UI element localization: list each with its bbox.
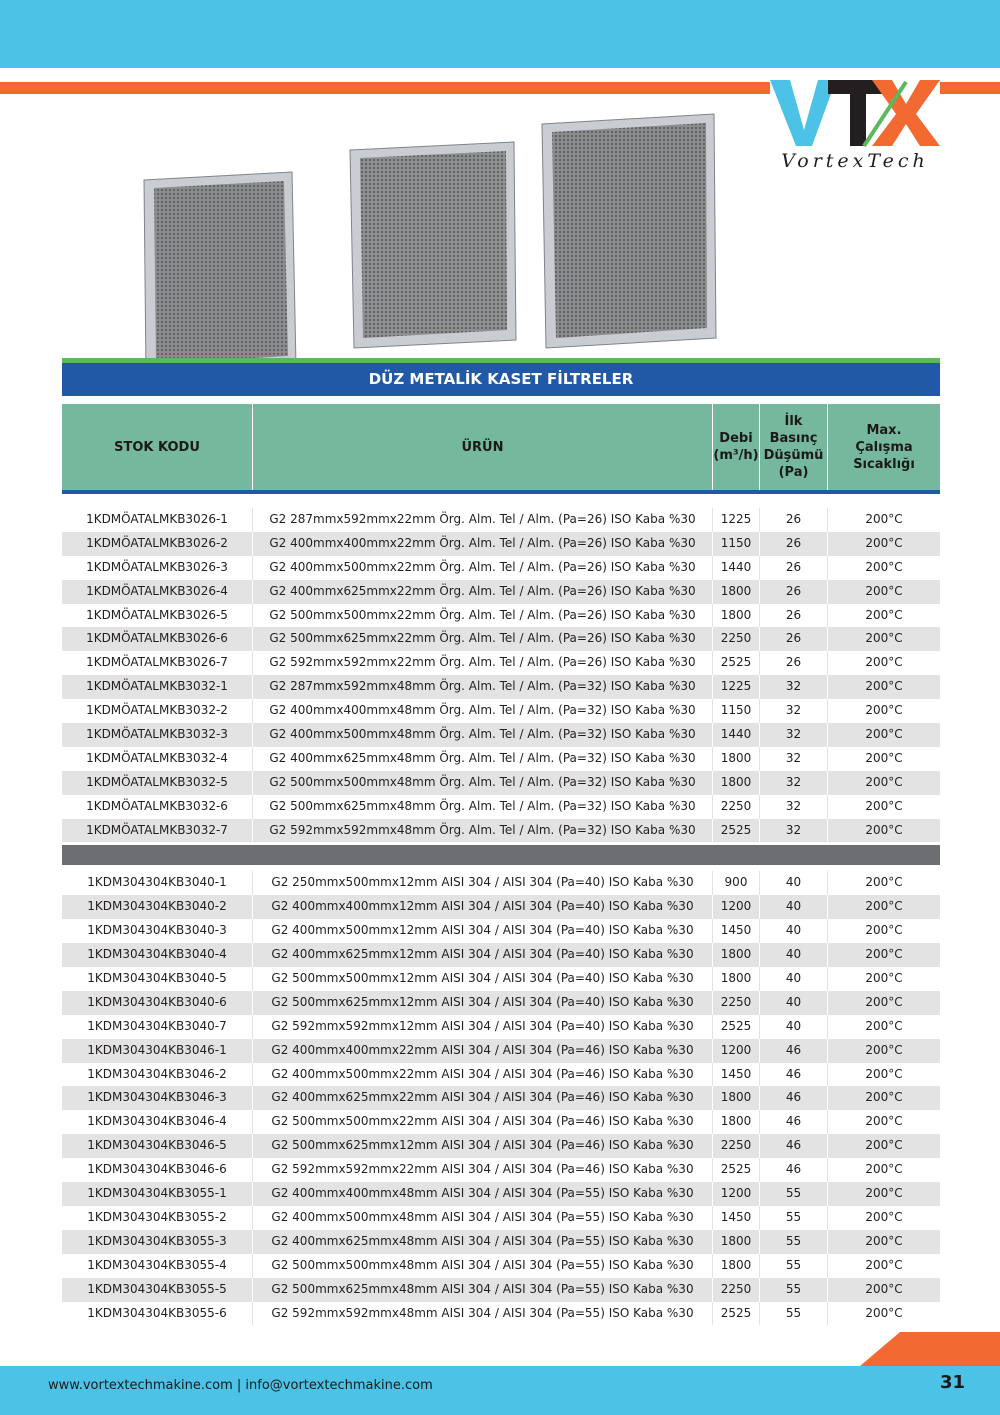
cell-basinc: 26 — [760, 508, 828, 532]
cell-stok-kodu: 1KDMÖATALMKB3032-5 — [62, 771, 253, 795]
header-sicaklik-line1: Max. — [866, 422, 902, 438]
cell-debi: 2525 — [713, 1158, 760, 1182]
filter-image-small — [136, 168, 304, 378]
cell-urun: G2 400mmx400mmx22mm AISI 304 / AISI 304 (Pa=46) ISO Kaba %30 — [253, 1039, 713, 1063]
cell-sicaklik: 200°C — [865, 1257, 903, 1272]
cell-urun: G2 400mmx500mmx48mm AISI 304 / AISI 304 (Pa=55) ISO Kaba %30 — [253, 1206, 713, 1230]
cell-sicaklik: 200°C — [865, 679, 903, 694]
cell-urun: G2 400mmx400mmx48mm AISI 304 / AISI 304 (Pa=55) ISO Kaba %30 — [253, 1182, 713, 1206]
cell-debi: 1800 — [713, 580, 760, 604]
cell-sicaklik: 200°C — [865, 631, 903, 646]
cell-basinc: 55 — [760, 1302, 828, 1326]
header-debi — [713, 404, 760, 490]
cell-basinc: 46 — [760, 1086, 828, 1110]
cell-sicaklik: 200°C — [865, 774, 903, 789]
cell-stok-kodu: 1KDM304304KB3055-6 — [62, 1302, 253, 1326]
cell-basinc: 40 — [760, 919, 828, 943]
cell-basinc: 46 — [760, 1158, 828, 1182]
cell-basinc: 55 — [760, 1182, 828, 1206]
header-basinc — [760, 404, 828, 490]
cell-debi: 2525 — [713, 651, 760, 675]
cell-urun: G2 500mmx500mmx22mm AISI 304 / AISI 304 (Pa=46) ISO Kaba %30 — [253, 1110, 713, 1134]
cell-urun: G2 400mmx400mmx48mm Örg. Alm. Tel / Alm. (Pa=32) ISO Kaba %30 — [253, 699, 713, 723]
table-row — [62, 1086, 940, 1110]
page-number: 31 — [940, 1372, 966, 1393]
cell-stok-kodu: 1KDM304304KB3046-2 — [62, 1063, 253, 1087]
table-row — [62, 1230, 940, 1254]
cell-basinc: 26 — [760, 580, 828, 604]
cell-urun: G2 400mmx625mmx12mm AISI 304 / AISI 304 (Pa=40) ISO Kaba %30 — [253, 943, 713, 967]
filter-image-large — [538, 110, 722, 350]
cell-sicaklik: 200°C — [865, 1042, 903, 1057]
cell-sicaklik: 200°C — [865, 798, 903, 813]
cell-basinc: 26 — [760, 604, 828, 628]
cell-stok-kodu: 1KDMÖATALMKB3026-4 — [62, 580, 253, 604]
header-debi-line1: Debi — [719, 431, 753, 446]
brand-name: VortexTech — [781, 150, 929, 172]
cell-urun: G2 500mmx500mmx12mm AISI 304 / AISI 304 (Pa=40) ISO Kaba %30 — [253, 967, 713, 991]
header-basinc-line4: (Pa) — [778, 465, 809, 480]
table-row — [62, 723, 940, 747]
table-row — [62, 699, 940, 723]
cell-stok-kodu: 1KDM304304KB3055-1 — [62, 1182, 253, 1206]
table-row — [62, 580, 940, 604]
cell-urun: G2 287mmx592mmx22mm Örg. Alm. Tel / Alm. (Pa=26) ISO Kaba %30 — [253, 508, 713, 532]
cell-sicaklik: 200°C — [865, 1233, 903, 1248]
cell-debi: 1200 — [713, 895, 760, 919]
cell-basinc: 32 — [760, 795, 828, 819]
cell-urun: G2 400mmx500mmx12mm AISI 304 / AISI 304 (Pa=40) ISO Kaba %30 — [253, 919, 713, 943]
cell-sicaklik: 200°C — [865, 971, 903, 986]
cell-sicaklik: 200°C — [865, 1018, 903, 1033]
cell-sicaklik: 200°C — [865, 1209, 903, 1224]
table-row — [62, 1206, 940, 1230]
cell-basinc: 46 — [760, 1110, 828, 1134]
cell-sicaklik: 200°C — [865, 655, 903, 670]
cell-stok-kodu: 1KDM304304KB3046-6 — [62, 1158, 253, 1182]
cell-stok-kodu: 1KDM304304KB3040-1 — [62, 871, 253, 895]
cell-sicaklik: 200°C — [865, 1281, 903, 1296]
cell-basinc: 46 — [760, 1134, 828, 1158]
table-row — [62, 747, 940, 771]
table-row — [62, 795, 940, 819]
header-sicaklik-line3: Sıcaklığı — [853, 456, 915, 472]
table-row — [62, 895, 940, 919]
cell-urun: G2 287mmx592mmx48mm Örg. Alm. Tel / Alm. (Pa=32) ISO Kaba %30 — [253, 675, 713, 699]
cell-sicaklik: 200°C — [865, 875, 903, 890]
header-urun: ÜRÜN — [253, 404, 713, 490]
cell-stok-kodu: 1KDMÖATALMKB3026-5 — [62, 604, 253, 628]
cell-urun: G2 500mmx625mmx48mm Örg. Alm. Tel / Alm. (Pa=32) ISO Kaba %30 — [253, 795, 713, 819]
cell-debi: 1450 — [713, 919, 760, 943]
cell-urun: G2 400mmx625mmx22mm AISI 304 / AISI 304 (Pa=46) ISO Kaba %30 — [253, 1086, 713, 1110]
cell-debi: 1450 — [713, 1063, 760, 1087]
table-row — [62, 1302, 940, 1326]
table-row — [62, 556, 940, 580]
table-row — [62, 508, 940, 532]
cell-basinc: 26 — [760, 532, 828, 556]
cell-sicaklik: 200°C — [865, 750, 903, 765]
table-row — [62, 1158, 940, 1182]
table-row — [62, 943, 940, 967]
logo-letter-v — [770, 80, 836, 146]
cell-debi: 2525 — [713, 1015, 760, 1039]
cell-sicaklik: 200°C — [865, 512, 903, 526]
cell-urun: G2 500mmx500mmx48mm Örg. Alm. Tel / Alm. (Pa=32) ISO Kaba %30 — [253, 771, 713, 795]
cell-debi: 900 — [713, 871, 760, 895]
cell-stok-kodu: 1KDMÖATALMKB3026-3 — [62, 556, 253, 580]
cell-basinc: 40 — [760, 895, 828, 919]
cell-sicaklik: 200°C — [865, 559, 903, 574]
cell-sicaklik: 200°C — [865, 1114, 903, 1129]
cell-stok-kodu: 1KDM304304KB3055-3 — [62, 1230, 253, 1254]
cell-basinc: 32 — [760, 699, 828, 723]
cell-basinc: 32 — [760, 771, 828, 795]
cell-urun: G2 250mmx500mmx12mm AISI 304 / AISI 304 (Pa=40) ISO Kaba %30 — [253, 871, 713, 895]
cell-sicaklik: 200°C — [865, 994, 903, 1009]
cell-debi: 1440 — [713, 723, 760, 747]
cell-urun: G2 500mmx625mmx48mm AISI 304 / AISI 304 (Pa=55) ISO Kaba %30 — [253, 1278, 713, 1302]
table-section-stainless — [62, 871, 940, 1325]
cell-stok-kodu: 1KDM304304KB3040-2 — [62, 895, 253, 919]
table-row — [62, 604, 940, 628]
cell-urun: G2 400mmx625mmx48mm Örg. Alm. Tel / Alm. (Pa=32) ISO Kaba %30 — [253, 747, 713, 771]
table-row — [62, 1110, 940, 1134]
cell-basinc: 46 — [760, 1063, 828, 1087]
cell-debi: 2525 — [713, 1302, 760, 1326]
cell-urun: G2 400mmx500mmx22mm AISI 304 / AISI 304 (Pa=46) ISO Kaba %30 — [253, 1063, 713, 1087]
cell-stok-kodu: 1KDMÖATALMKB3032-6 — [62, 795, 253, 819]
cell-basinc: 55 — [760, 1254, 828, 1278]
cell-debi: 1225 — [713, 508, 760, 532]
cell-sicaklik: 200°C — [865, 1162, 903, 1177]
header-debi-line2: (m³/h) — [713, 448, 759, 463]
table-row — [62, 651, 940, 675]
cell-debi: 1800 — [713, 967, 760, 991]
cell-stok-kodu: 1KDM304304KB3040-3 — [62, 919, 253, 943]
cell-debi: 2250 — [713, 627, 760, 651]
cell-stok-kodu: 1KDM304304KB3055-5 — [62, 1278, 253, 1302]
cell-sicaklik: 200°C — [865, 923, 903, 938]
cell-basinc: 26 — [760, 556, 828, 580]
cell-stok-kodu: 1KDM304304KB3040-6 — [62, 991, 253, 1015]
header-basinc-line2: Basınç — [769, 431, 818, 446]
cell-debi: 1800 — [713, 747, 760, 771]
header-orange-stripe-right — [940, 82, 1000, 94]
cell-basinc: 32 — [760, 723, 828, 747]
table-row — [62, 967, 940, 991]
cell-basinc: 26 — [760, 627, 828, 651]
cell-basinc: 40 — [760, 967, 828, 991]
cell-urun: G2 400mmx500mmx22mm Örg. Alm. Tel / Alm. (Pa=26) ISO Kaba %30 — [253, 556, 713, 580]
cell-stok-kodu: 1KDM304304KB3040-7 — [62, 1015, 253, 1039]
cell-basinc: 26 — [760, 651, 828, 675]
table-row — [62, 871, 940, 895]
cell-debi: 1800 — [713, 1086, 760, 1110]
cell-sicaklik: 200°C — [865, 1066, 903, 1081]
cell-stok-kodu: 1KDM304304KB3046-4 — [62, 1110, 253, 1134]
cell-urun: G2 500mmx500mmx22mm Örg. Alm. Tel / Alm. (Pa=26) ISO Kaba %30 — [253, 604, 713, 628]
cell-sicaklik: 200°C — [865, 1186, 903, 1201]
cell-debi: 1800 — [713, 1110, 760, 1134]
header-basinc-line3: Düşümü — [763, 448, 824, 463]
table-row — [62, 919, 940, 943]
header-orange-stripe — [0, 82, 770, 94]
header-cyan-band — [0, 0, 1000, 68]
cell-stok-kodu: 1KDMÖATALMKB3032-1 — [62, 675, 253, 699]
cell-sicaklik: 200°C — [865, 583, 903, 598]
table-row — [62, 819, 940, 843]
cell-debi: 1800 — [713, 1230, 760, 1254]
cell-debi: 2250 — [713, 991, 760, 1015]
table-row — [62, 991, 940, 1015]
cell-sicaklik: 200°C — [865, 1138, 903, 1153]
cell-stok-kodu: 1KDM304304KB3040-4 — [62, 943, 253, 967]
table-row — [62, 675, 940, 699]
table-section-aluminium — [62, 508, 940, 842]
cell-basinc: 55 — [760, 1278, 828, 1302]
cell-stok-kodu: 1KDMÖATALMKB3032-7 — [62, 819, 253, 843]
cell-basinc: 32 — [760, 747, 828, 771]
cell-urun: G2 400mmx500mmx48mm Örg. Alm. Tel / Alm. (Pa=32) ISO Kaba %30 — [253, 723, 713, 747]
cell-sicaklik: 200°C — [865, 1305, 903, 1320]
cell-sicaklik: 200°C — [865, 727, 903, 742]
cell-basinc: 55 — [760, 1206, 828, 1230]
cell-stok-kodu: 1KDM304304KB3055-4 — [62, 1254, 253, 1278]
table-row — [62, 1063, 940, 1087]
cell-sicaklik: 200°C — [865, 947, 903, 962]
cell-basinc: 46 — [760, 1039, 828, 1063]
cell-urun: G2 592mmx592mmx48mm AISI 304 / AISI 304 (Pa=55) ISO Kaba %30 — [253, 1302, 713, 1326]
cell-urun: G2 592mmx592mmx22mm AISI 304 / AISI 304 (Pa=46) ISO Kaba %30 — [253, 1158, 713, 1182]
cell-basinc: 40 — [760, 991, 828, 1015]
table-row — [62, 1254, 940, 1278]
table-row — [62, 1015, 940, 1039]
cell-debi: 1200 — [713, 1039, 760, 1063]
cell-sicaklik: 200°C — [865, 899, 903, 914]
cell-urun: G2 592mmx592mmx22mm Örg. Alm. Tel / Alm. (Pa=26) ISO Kaba %30 — [253, 651, 713, 675]
cell-stok-kodu: 1KDMÖATALMKB3032-4 — [62, 747, 253, 771]
cell-stok-kodu: 1KDMÖATALMKB3026-2 — [62, 532, 253, 556]
table-row — [62, 1039, 940, 1063]
cell-basinc: 40 — [760, 1015, 828, 1039]
table-row — [62, 1134, 940, 1158]
cell-stok-kodu: 1KDM304304KB3040-5 — [62, 967, 253, 991]
table-row — [62, 1182, 940, 1206]
cell-stok-kodu: 1KDMÖATALMKB3032-3 — [62, 723, 253, 747]
table-row — [62, 532, 940, 556]
cell-debi: 2250 — [713, 795, 760, 819]
cell-stok-kodu: 1KDM304304KB3046-5 — [62, 1134, 253, 1158]
cell-basinc: 32 — [760, 819, 828, 843]
cell-urun: G2 400mmx625mmx48mm AISI 304 / AISI 304 (Pa=55) ISO Kaba %30 — [253, 1230, 713, 1254]
header-stok-kodu: STOK KODU — [62, 404, 253, 490]
cell-sicaklik: 200°C — [865, 822, 903, 837]
cell-basinc: 40 — [760, 871, 828, 895]
cell-debi: 1450 — [713, 1206, 760, 1230]
cell-urun: G2 592mmx592mmx48mm Örg. Alm. Tel / Alm. (Pa=32) ISO Kaba %30 — [253, 819, 713, 843]
table-header — [62, 404, 940, 494]
cell-debi: 1800 — [713, 1254, 760, 1278]
cell-urun: G2 400mmx625mmx22mm Örg. Alm. Tel / Alm. (Pa=26) ISO Kaba %30 — [253, 580, 713, 604]
table-row — [62, 771, 940, 795]
cell-urun: G2 400mmx400mmx22mm Örg. Alm. Tel / Alm. (Pa=26) ISO Kaba %30 — [253, 532, 713, 556]
cell-urun: G2 500mmx500mmx48mm AISI 304 / AISI 304 (Pa=55) ISO Kaba %30 — [253, 1254, 713, 1278]
table-row — [62, 627, 940, 651]
cell-debi: 1150 — [713, 699, 760, 723]
cell-basinc: 40 — [760, 943, 828, 967]
section-divider — [62, 845, 940, 865]
cell-sicaklik: 200°C — [865, 703, 903, 718]
filter-image-medium — [344, 138, 522, 350]
footer-contact: www.vortextechmakine.com | info@vortextechmakine.com — [48, 1378, 433, 1393]
cell-debi: 1150 — [713, 532, 760, 556]
cell-debi: 1800 — [713, 604, 760, 628]
cell-debi: 1800 — [713, 943, 760, 967]
cell-urun: G2 592mmx592mmx12mm AISI 304 / AISI 304 (Pa=40) ISO Kaba %30 — [253, 1015, 713, 1039]
cell-stok-kodu: 1KDM304304KB3046-1 — [62, 1039, 253, 1063]
cell-debi: 2525 — [713, 819, 760, 843]
cell-sicaklik: 200°C — [865, 535, 903, 550]
cell-debi: 2250 — [713, 1134, 760, 1158]
cell-basinc: 32 — [760, 675, 828, 699]
header-basinc-line1: İlk — [784, 414, 803, 429]
cell-stok-kodu: 1KDMÖATALMKB3032-2 — [62, 699, 253, 723]
table-row — [62, 1278, 940, 1302]
cell-debi: 1225 — [713, 675, 760, 699]
cell-debi: 1440 — [713, 556, 760, 580]
cell-debi: 1800 — [713, 771, 760, 795]
cell-debi: 1200 — [713, 1182, 760, 1206]
cell-debi: 2250 — [713, 1278, 760, 1302]
cell-basinc: 55 — [760, 1230, 828, 1254]
cell-stok-kodu: 1KDMÖATALMKB3026-7 — [62, 651, 253, 675]
cell-stok-kodu: 1KDMÖATALMKB3026-1 — [62, 508, 253, 532]
cell-stok-kodu: 1KDM304304KB3046-3 — [62, 1086, 253, 1110]
product-table — [62, 404, 940, 1325]
cell-sicaklik: 200°C — [865, 1090, 903, 1105]
table-title: DÜZ METALİK KASET FİLTRELER — [62, 363, 940, 396]
cell-stok-kodu: 1KDMÖATALMKB3026-6 — [62, 627, 253, 651]
cell-urun: G2 400mmx400mmx12mm AISI 304 / AISI 304 (Pa=40) ISO Kaba %30 — [253, 895, 713, 919]
cell-urun: G2 500mmx625mmx22mm Örg. Alm. Tel / Alm. (Pa=26) ISO Kaba %30 — [253, 627, 713, 651]
cell-urun: G2 500mmx625mmx12mm AISI 304 / AISI 304 (Pa=46) ISO Kaba %30 — [253, 1134, 713, 1158]
logo-letter-x — [872, 80, 940, 146]
footer-accent — [0, 1332, 1000, 1366]
cell-sicaklik: 200°C — [865, 607, 903, 622]
header-sicaklik — [828, 404, 940, 490]
header-sicaklik-line2: Çalışma — [855, 439, 913, 455]
cell-stok-kodu: 1KDM304304KB3055-2 — [62, 1206, 253, 1230]
cell-urun: G2 500mmx625mmx12mm AISI 304 / AISI 304 (Pa=40) ISO Kaba %30 — [253, 991, 713, 1015]
